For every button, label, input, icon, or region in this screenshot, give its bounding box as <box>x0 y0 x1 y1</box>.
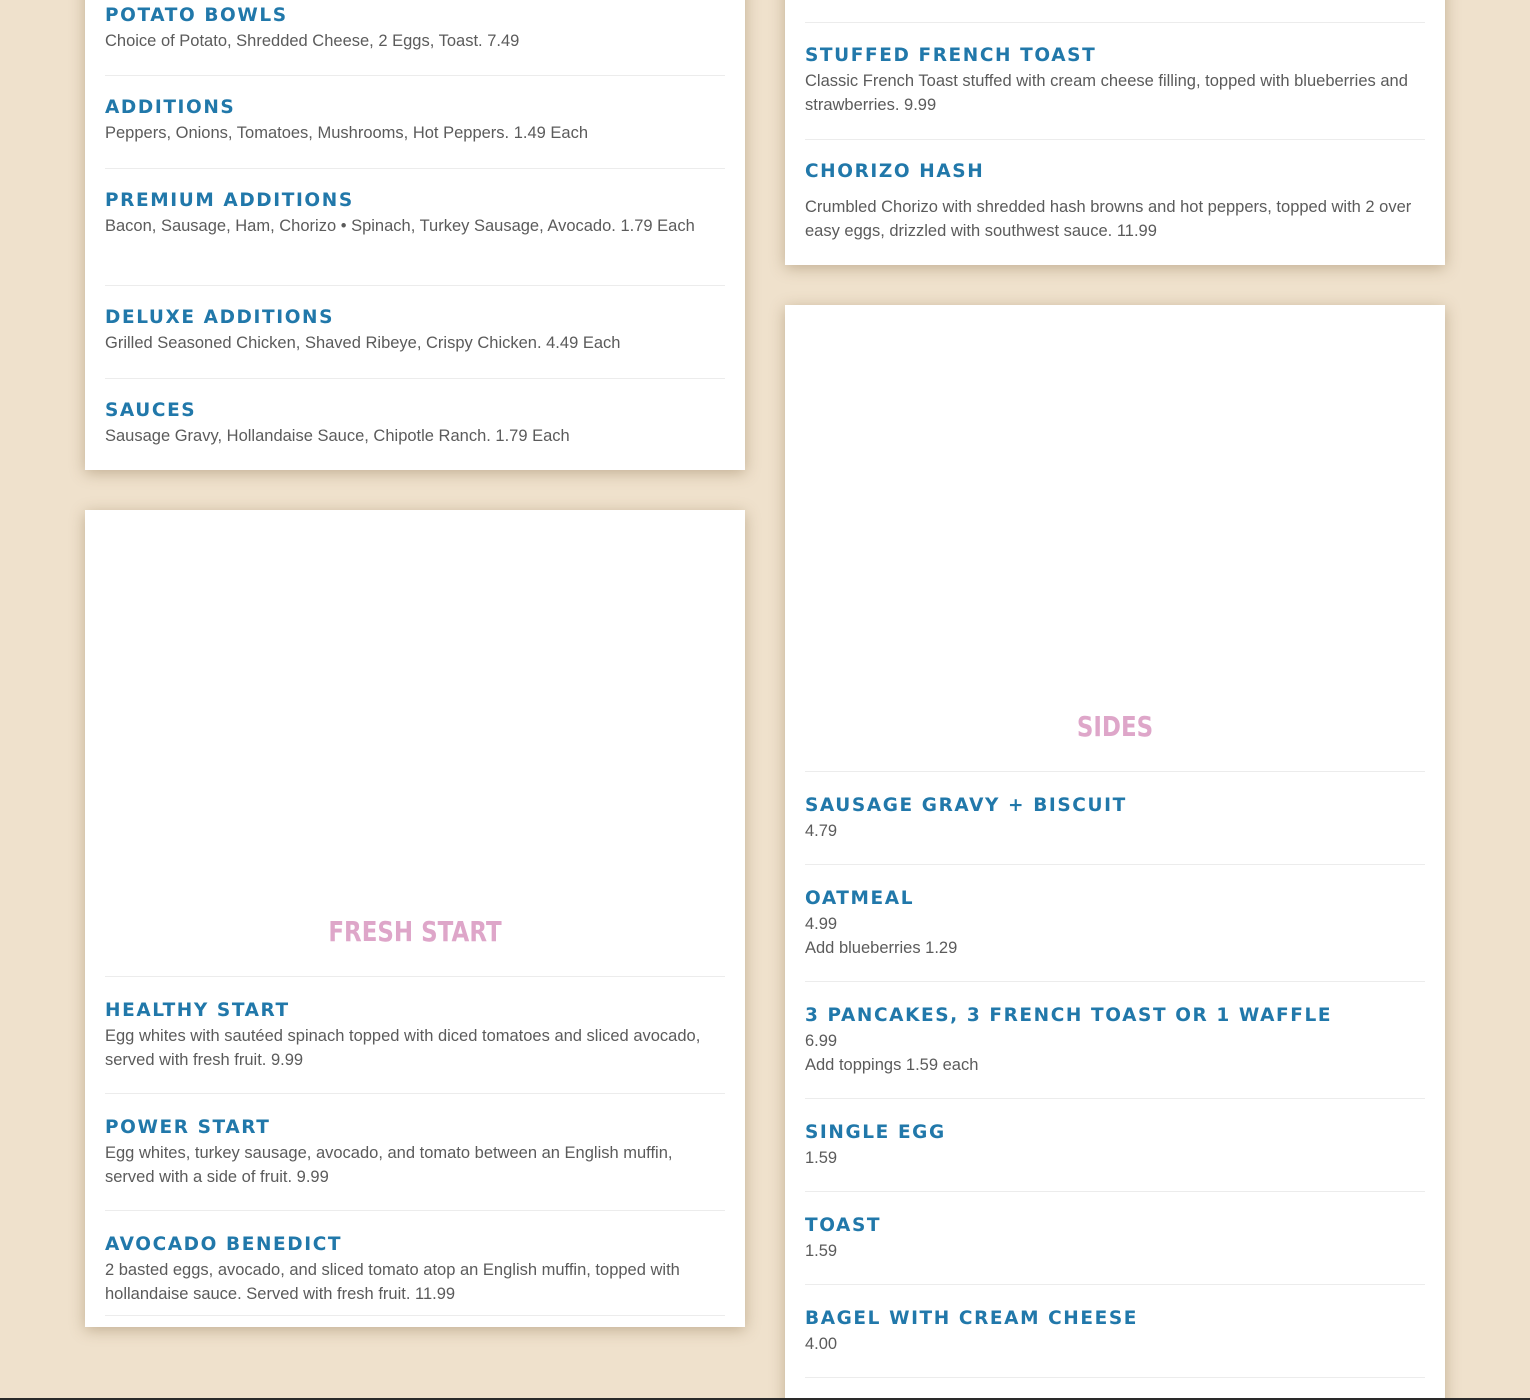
item-title: TOAST <box>805 1215 882 1236</box>
item-title: OATMEAL <box>805 888 915 909</box>
menu-card-potato-bowls <box>85 0 745 470</box>
section-title: FRESH START <box>328 915 502 948</box>
item-title: ADDITIONS <box>105 97 236 118</box>
menu-item <box>105 76 725 169</box>
item-price: 4.00 <box>805 1335 838 1353</box>
item-price: 4.99 <box>805 915 838 933</box>
menu-card-sides <box>785 305 1445 1400</box>
menu-item <box>805 1285 1425 1378</box>
item-title: DELUXE ADDITIONS <box>105 307 335 328</box>
item-price: 1.59 <box>805 1242 838 1260</box>
menu-item <box>805 772 1425 865</box>
item-description: Classic French Toast stuffed with cream cheese filling, topped with blueberries and strawberries. 9.99 <box>805 72 1408 114</box>
item-title: SINGLE EGG <box>805 1122 946 1143</box>
item-title: BAGEL WITH CREAM CHEESE <box>805 1308 1139 1329</box>
item-description: Grilled Seasoned Chicken, Shaved Ribeye, Crispy Chicken. 4.49 Each <box>105 334 621 352</box>
item-description: Crumbled Chorizo with shredded hash browns and hot peppers, topped with 2 over easy eggs, drizzled with southwest sauce. 11.99 <box>805 198 1412 240</box>
menu-item <box>105 1211 725 1316</box>
item-description: Choice of Potato, Shredded Cheese, 2 Eggs, Toast. 7.49 <box>105 32 520 50</box>
item-description: Bacon, Sausage, Ham, Chorizo • Spinach, Turkey Sausage, Avocado. 1.79 Each <box>105 217 695 235</box>
menu-card-fresh-start <box>85 510 745 1327</box>
item-description: 2 basted eggs, avocado, and sliced tomato atop an English muffin, topped with hollandaise sauce. Served with fresh fruit. 11.99 <box>105 1261 680 1303</box>
menu-item <box>805 140 1425 260</box>
menu-item <box>805 1192 1425 1285</box>
menu-card-french-toast <box>785 0 1445 265</box>
menu-item <box>805 982 1425 1099</box>
menu-item <box>805 865 1425 982</box>
item-title: AVOCADO BENEDICT <box>105 1234 343 1255</box>
menu-item <box>105 977 725 1094</box>
menu-item <box>805 23 1425 140</box>
menu-item <box>105 0 725 76</box>
item-title: 3 PANCAKES, 3 FRENCH TOAST OR 1 WAFFLE <box>805 1005 1333 1026</box>
item-title: SAUCES <box>105 400 197 421</box>
item-title: STUFFED FRENCH TOAST <box>805 45 1097 66</box>
item-title: HEALTHY START <box>105 1000 290 1021</box>
item-note: Add toppings 1.59 each <box>805 1056 979 1074</box>
item-price: 4.79 <box>805 822 838 840</box>
item-title: POTATO BOWLS <box>105 5 288 26</box>
item-description: Egg whites with sautéed spinach topped with diced tomatoes and sliced avocado, served with fresh fruit. 9.99 <box>105 1027 701 1069</box>
item-note: Add blueberries 1.29 <box>805 939 958 957</box>
item-description: Sausage Gravy, Hollandaise Sauce, Chipotle Ranch. 1.79 Each <box>105 427 570 445</box>
menu-item <box>105 286 725 379</box>
item-description: Egg whites, turkey sausage, avocado, and tomato between an English muffin, served with a side of fruit. 9.99 <box>105 1144 673 1186</box>
item-title: CHORIZO HASH <box>805 161 985 182</box>
menu-item <box>105 169 725 286</box>
item-price: 6.99 <box>805 1032 838 1050</box>
menu-item <box>805 1099 1425 1192</box>
item-title: PREMIUM ADDITIONS <box>105 190 354 211</box>
menu-item <box>105 379 725 459</box>
item-description: Peppers, Onions, Tomatoes, Mushrooms, Hot Peppers. 1.49 Each <box>105 124 589 142</box>
menu-item <box>105 1094 725 1211</box>
item-price: 1.59 <box>805 1149 838 1167</box>
item-title: POWER START <box>105 1117 271 1138</box>
item-title: SAUSAGE GRAVY + BISCUIT <box>805 795 1127 816</box>
section-title: SIDES <box>1076 710 1154 743</box>
